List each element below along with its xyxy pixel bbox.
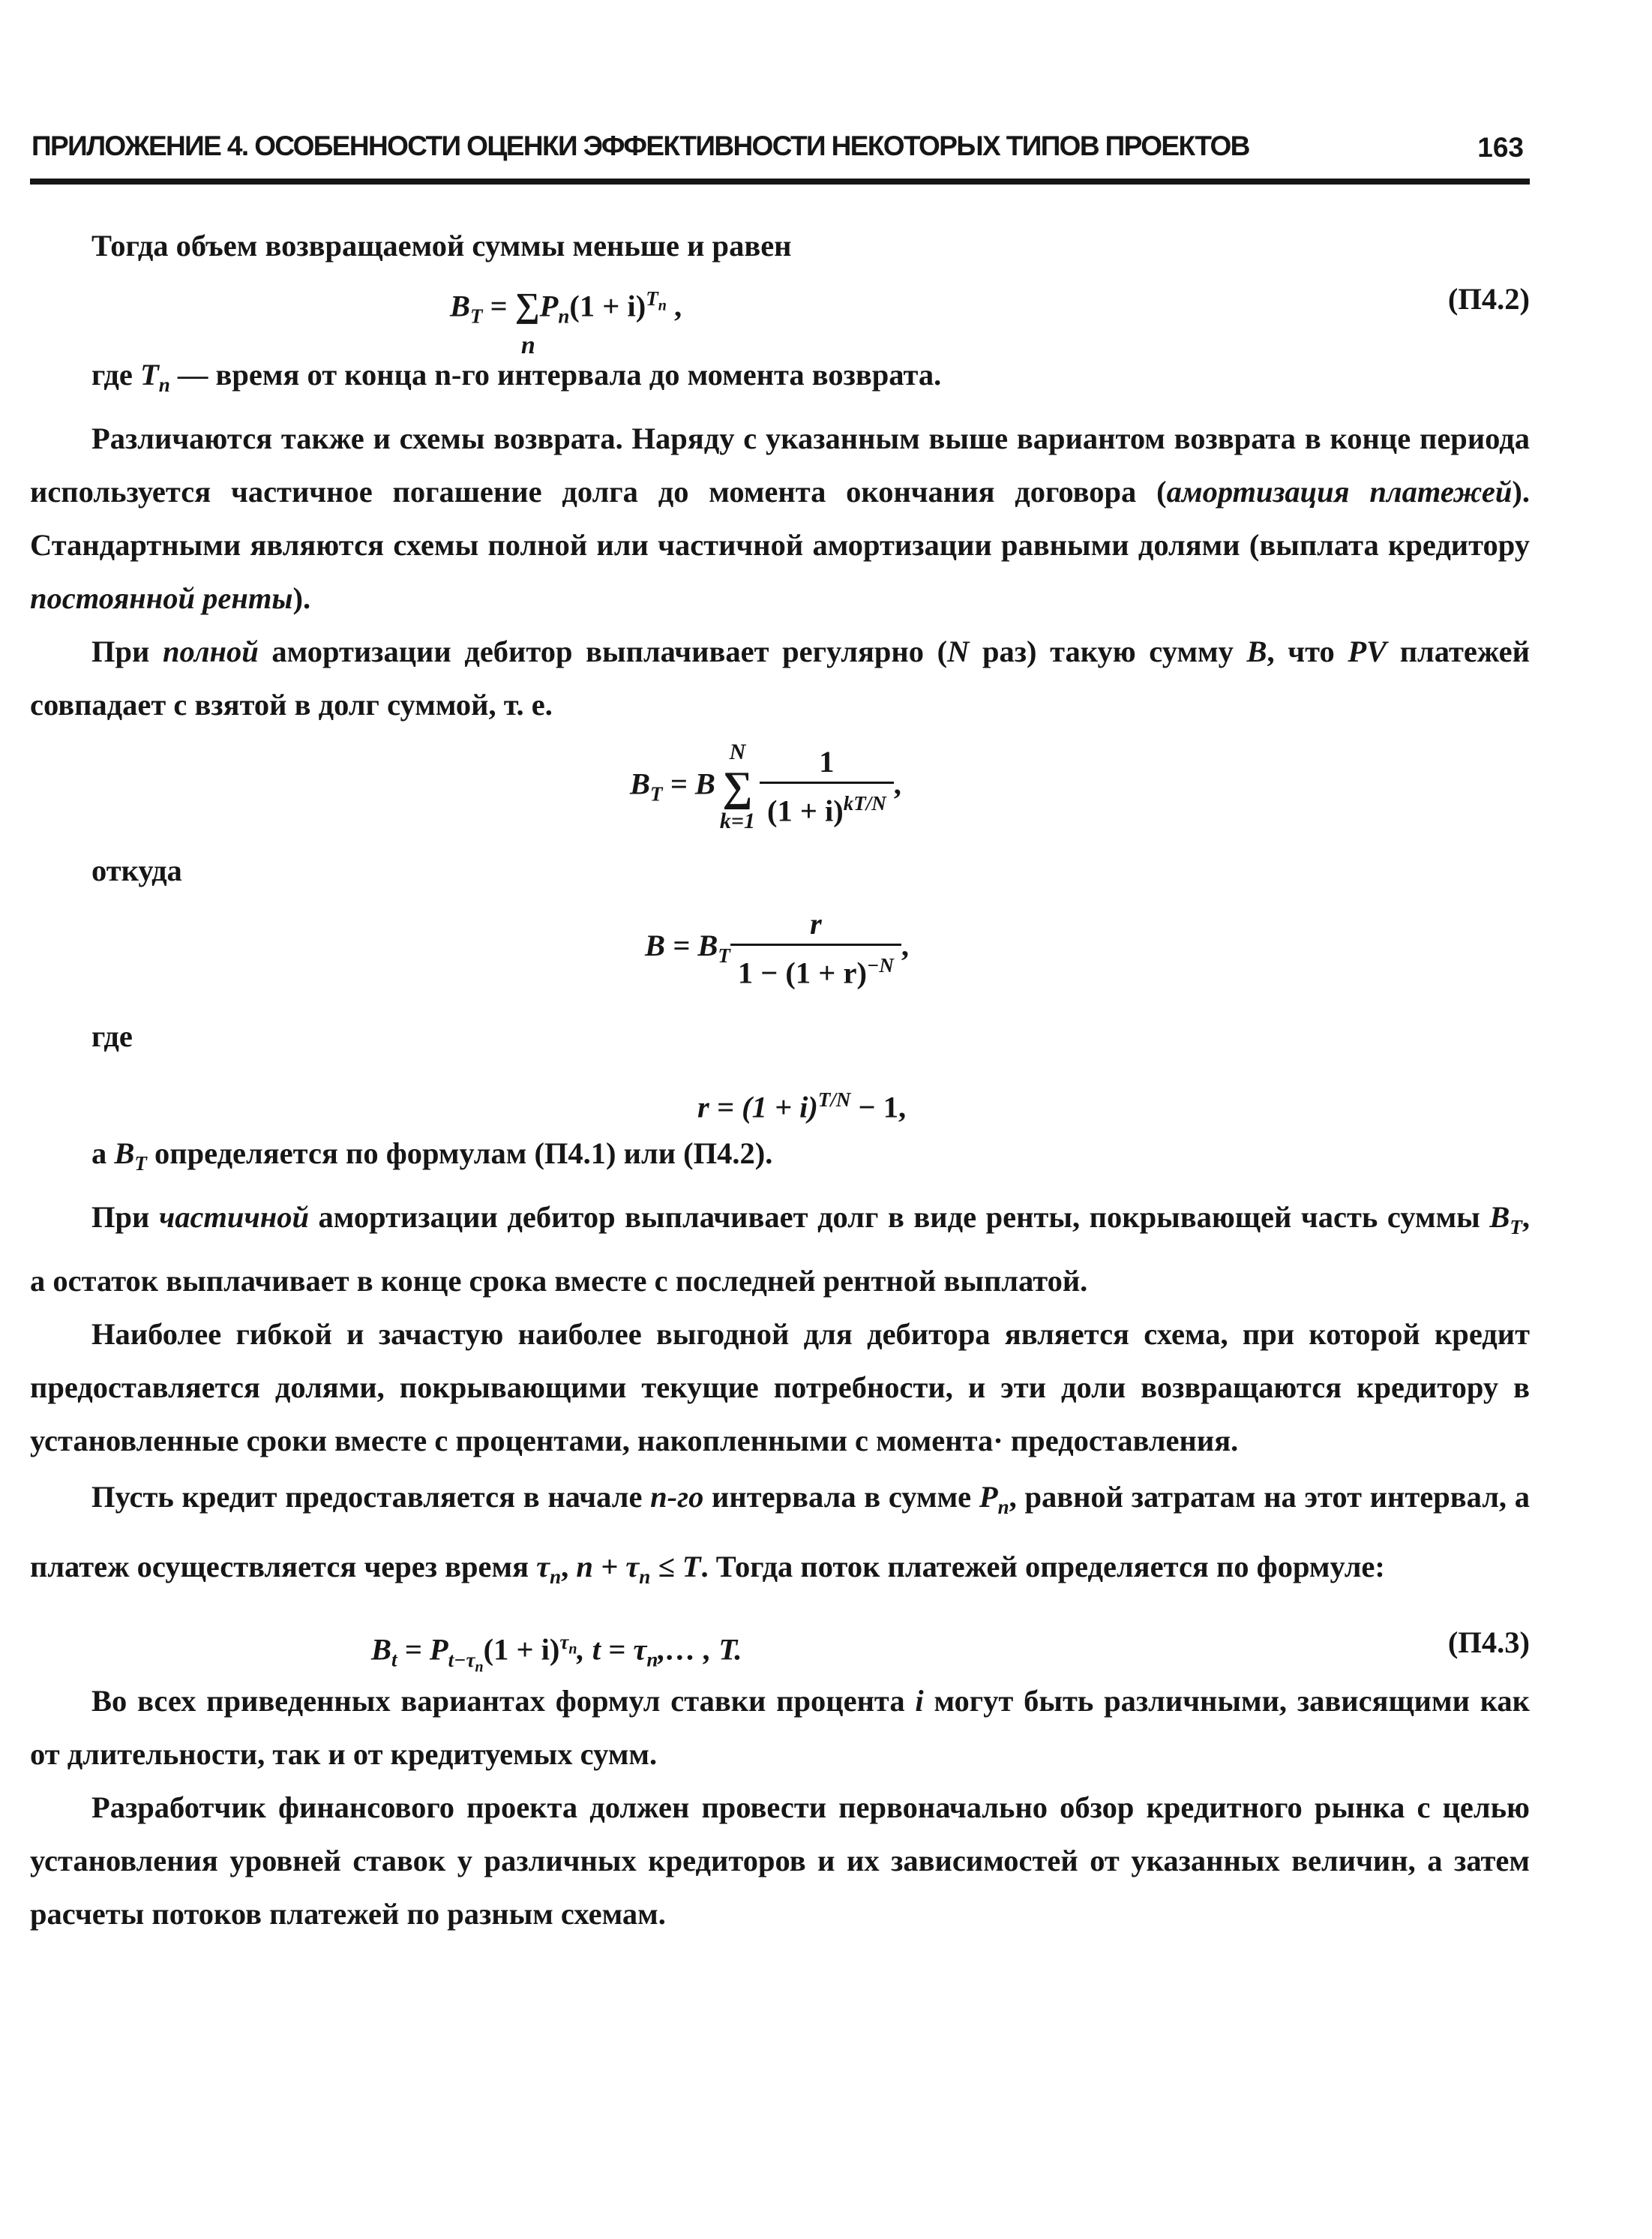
formula-p4-2-expression: $B_T$ = ∑ n $P_n(1 + i)^{T_n}$ , xyxy=(450,285,682,359)
running-header xyxy=(30,126,1530,171)
formula-p4-2 xyxy=(30,272,1530,359)
paragraph-from-where: откуда xyxy=(91,854,182,888)
page-number: 163 xyxy=(1477,132,1524,163)
paragraph-10: Разработчик финансового проекта должен провести первоначально обзор кредитного рынка с целью установления уровней ставок у различных кредиторов и их зависимостей от указанных величин, а затем расчеты потоков платежей по разным схемам. xyxy=(30,1790,1530,1931)
equation-number-p4-3: (П4.3) xyxy=(1447,1625,1530,1660)
running-header-title: ПРИЛОЖЕНИЕ 4. ОСОБЕННОСТИ ОЦЕНКИ ЭФФЕКТИВНОСТИ НЕКОТОРЫХ ТИПОВ ПРОЕКТОВ xyxy=(31,131,1249,161)
paragraph-5: а $B_T$ определяется по формулам (П4.1) или (П4.2). xyxy=(91,1136,773,1175)
header-rule xyxy=(30,179,1530,185)
paragraph-4: При полной амортизации дебитор выплачивает регулярно (N раз) такую сумму B, что PV платежей совпадает с взятой в долг суммой, т. е. xyxy=(30,635,1530,722)
paragraph-1: Тогда объем возвращаемой суммы меньше и равен xyxy=(91,229,792,263)
formula-r-rate-expression: $r = (1 + i)^{T/N} - 1$, xyxy=(697,1088,907,1124)
paragraph-7: Наиболее гибкой и зачастую наиболее выгодной для дебитора является схема, при которой кредит предоставляется долями, покрывающими текущие потребности, и эти доли возвращаются кредитору в установленные сроки вместе с процентами, накопленными с момента· предоставления. xyxy=(30,1317,1530,1458)
paragraph-3: Различаются также и схемы возврата. Наряду с указанным выше вариантом возврата в конце периода используется частичное погашение долга до момента окончания договора (амортизация платежей). Стандартными являются схемы полной или частичной амортизации равными долями (выплата кредитору постоянной ренты). xyxy=(30,422,1530,616)
formula-b-payment-expression: $B = B_T$ $\frac{r}{1 - (1 + r)^{-N}}$ , xyxy=(645,905,909,993)
formula-p4-3-expression: $B_t = P_{t-\tau_n}(1 + i)^{\tau_n}$, $t = \tau_n,\dots$ , T. xyxy=(371,1631,742,1676)
formula-bt-annuity-expression: $B_T = B$ N ∑ k=1 $\frac{1}{(1 + i)^{kT/N}}$ , xyxy=(630,740,901,834)
formula-b-payment xyxy=(30,897,1530,1010)
formula-bt-annuity xyxy=(30,731,1530,844)
equation-number-p4-2: (П4.2) xyxy=(1447,282,1530,316)
paragraph-9: Во всех приведенных вариантах формул ставки процента i могут быть различными, зависящими как от длительности, так и от кредитуемых сумм. xyxy=(30,1684,1531,1772)
paragraph-6: При частичной амортизации дебитор выплачивает долг в виде ренты, покрывающей часть суммы $B_T$, а остаток выплачивает в конце срока вместе с последней рентной выплатой. xyxy=(30,1200,1530,1298)
book-page xyxy=(30,0,1530,2239)
paragraph-where: где xyxy=(91,1019,133,1054)
paragraph-8: Пусть кредит предоставляется в начале n-го интервала в сумме $P_n$, равной затратам на этот интервал, а платеж осуществляется через время $\tau_n$, $n + \tau_n \le T$. Тогда поток платежей определяется по формуле: xyxy=(30,1480,1530,1589)
paragraph-2: где $T_n$ — время от конца n-го интервала до момента возврата. xyxy=(91,358,942,397)
formula-p4-3 xyxy=(30,1607,1530,1674)
formula-r-rate xyxy=(30,1063,1530,1127)
main-text xyxy=(30,219,1530,1940)
